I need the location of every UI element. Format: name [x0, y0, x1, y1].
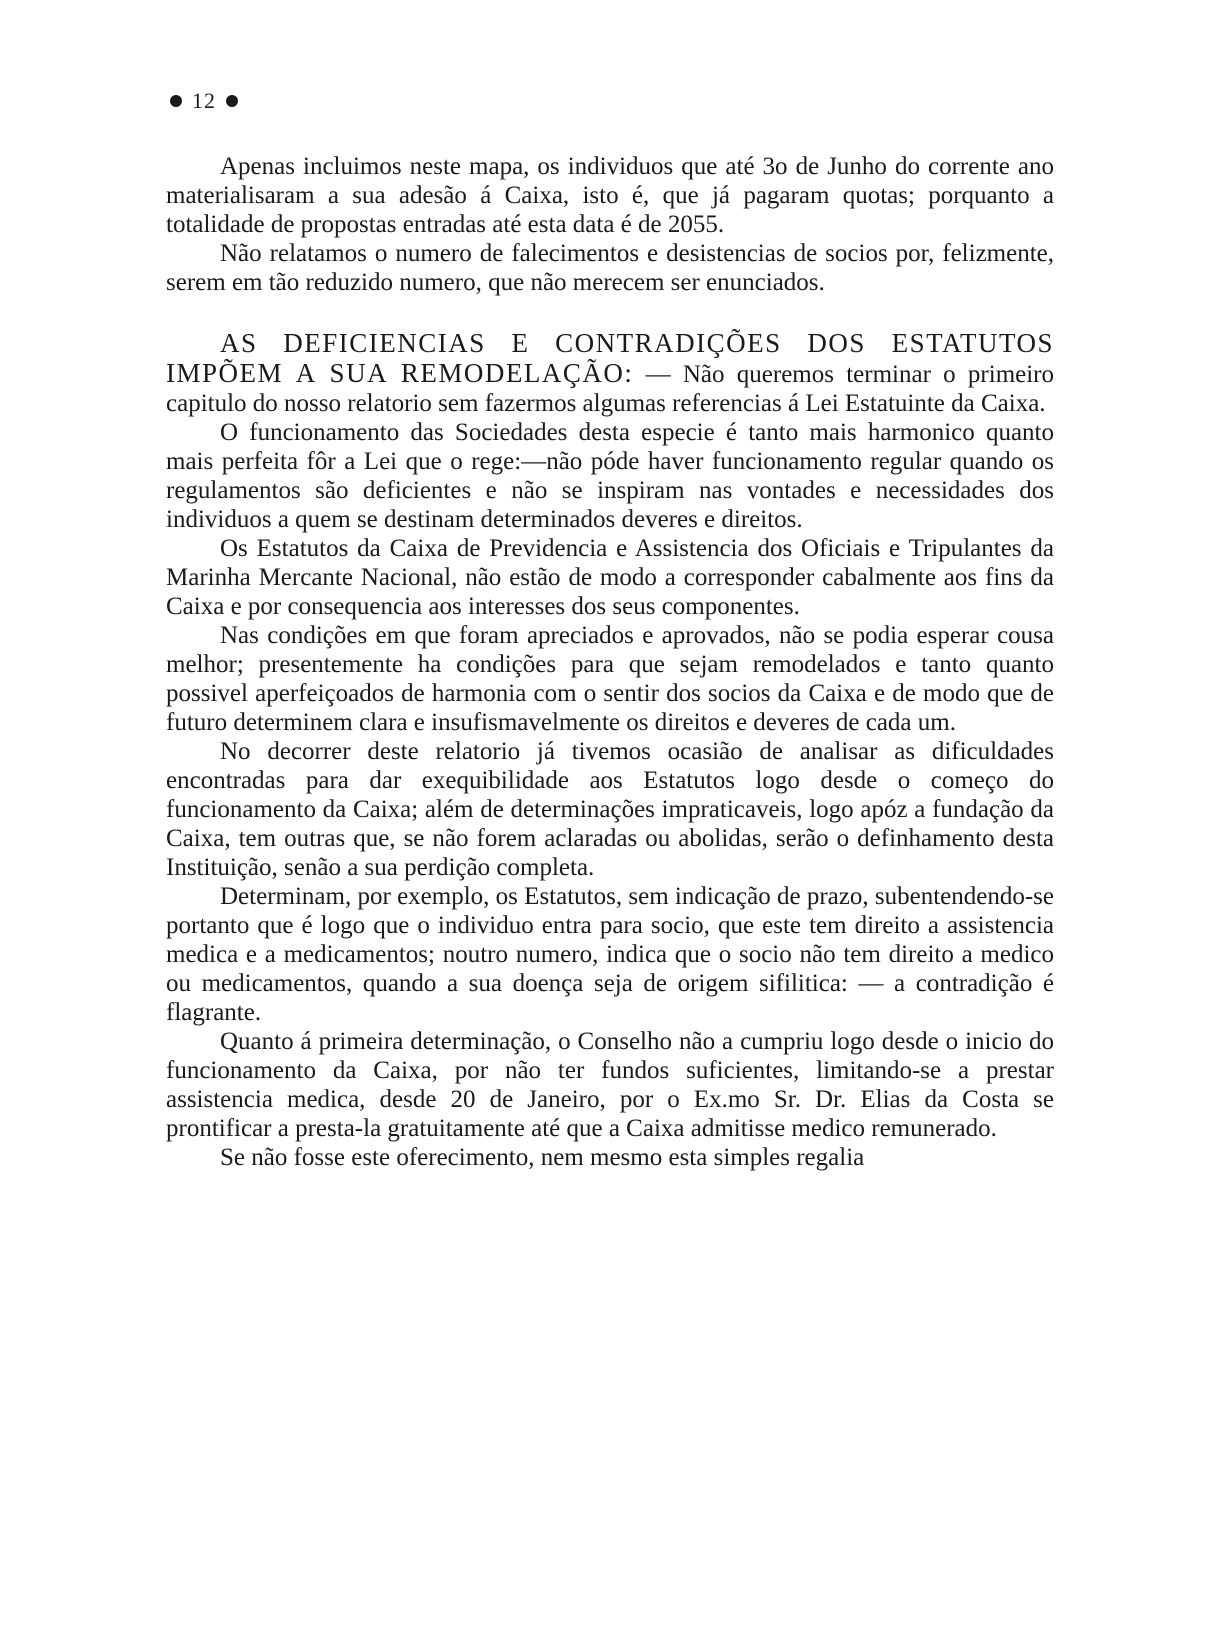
paragraph: Se não fosse este oferecimento, nem mesmo esta simples regalia: [220, 1144, 865, 1171]
paragraph: Não relatamos o numero de falecimentos e desistencias de socios por, felizmente, serem em tão reduzido numero, que não merecem ser enunciados.: [166, 240, 1054, 296]
paragraph: Determinam, por exemplo, os Estatutos, sem indicação de prazo, subentendendo-se portanto que é logo que o individuo entra para socio, que este tem direito a assistencia medica e a medicamentos; noutro numero, indica que o socio não tem direito a medico ou medicamentos, quando a sua doença seja de origem sifilitica: — a contradição é flagrante.: [166, 883, 1054, 1026]
page-number-text: 12: [192, 88, 216, 113]
section-lead: — Não queremos terminar o primeiro capitulo do nosso relatorio sem fazermos algumas referencias á Lei Estatuinte da Caixa.: [166, 361, 1055, 417]
paragraph: Nas condições em que foram apreciados e aprovados, não se podia esperar cousa melhor; presentemente ha condições para que sejam remodelados e tanto quanto possivel aperfeiçoados de harmonia com o sentir dos socios da Caixa e de modo que de futuro determinem clara e insufismavelmente os direitos e deveres de cada um.: [166, 622, 1054, 736]
body-text: [166, 152, 1054, 1172]
paragraph: Apenas incluimos neste mapa, os individuos que até 3o de Junho do corrente ano materialisaram a sua adesão á Caixa, isto é, que já pagaram quotas; porquanto a totalidade de propostas entradas até esta data é de 2055.: [166, 153, 1054, 238]
paragraph: No decorrer deste relatorio já tivemos ocasião de analisar as dificuldades encontradas para dar exequibilidade aos Estatutos logo desde o começo do funcionamento da Caixa; além de determinações impraticaveis, logo apóz a fundação da Caixa, tem outras que, se não forem aclaradas ou abolidas, serão o definhamento desta Instituição, senão a sua perdição completa.: [166, 738, 1054, 881]
paragraph: O funcionamento das Sociedades desta especie é tanto mais harmonico quanto mais perfeita fôr a Lei que o rege:—não póde haver funcionamento regular quando os regulamentos são deficientes e não se inspiram nas vontades e necessidades dos individuos a quem se destinam determinados deveres e direitos.: [166, 419, 1054, 533]
section-paragraph: [166, 329, 1054, 418]
paragraph: Quanto á primeira determinação, o Conselho não a cumpriu logo desde o inicio do funcionamento da Caixa, por não ter fundos suficientes, limitando-se a prestar assistencia medica, desde 20 de Janeiro, por o Ex.mo Sr. Dr. Elias da Costa se prontificar a presta-la gratuitamente até que a Caixa admitisse medico remunerado.: [166, 1028, 1054, 1142]
bullet-dot-icon: [170, 95, 182, 107]
bullet-dot-icon: [226, 95, 238, 107]
page-number: [170, 88, 238, 114]
section-heading: AS DEFICIENCIAS E CONTRADIÇÕES DOS ESTATUTOS IMPÕEM A SUA REMODELAÇÃO:: [166, 328, 1054, 388]
paragraph: Os Estatutos da Caixa de Previdencia e Assistencia dos Oficiais e Tripulantes da Marinha Mercante Nacional, não estão de modo a corresponder cabalmente aos fins da Caixa e por consequencia aos interesses dos seus componentes.: [166, 535, 1054, 620]
